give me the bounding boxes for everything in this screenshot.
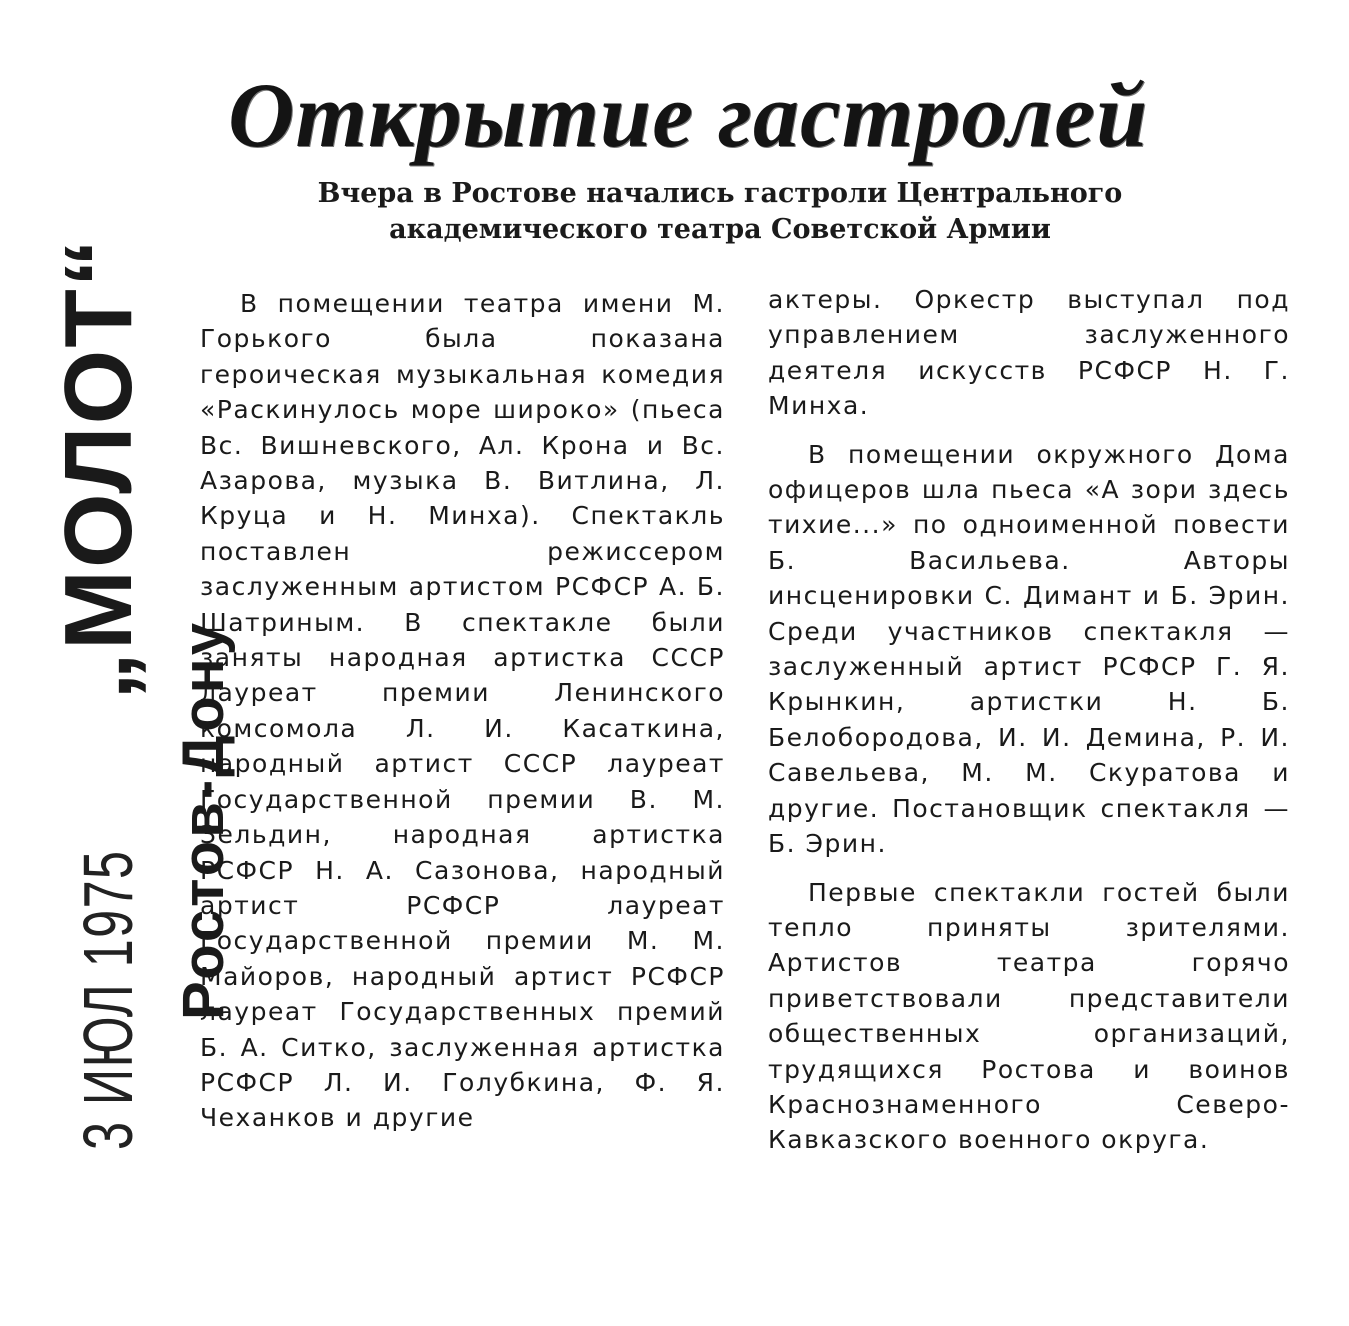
stamp-city: Ростов-Дону: [171, 620, 236, 1020]
article-column-left: [200, 286, 725, 1136]
stamp-date: 3 ИЮЛ 1975: [69, 849, 147, 1150]
article-column-right: [768, 282, 1290, 1158]
paragraph: В помещении окружного Дома офицеров шла пьеса «А зори здесь тихие...» по одноименной повести Б. Васильева. Авторы инсценировки С. Димант и Б. Эрин. Среди участников спектакля — заслуженный артист РСФСР Г. Я. Крынкин, артистки Н. Б. Белобородова, И. И. Демина, Р. И. Савельева, М. М. Скуратова и другие. Постановщик спектакля — Б. Эрин.: [768, 439, 1290, 859]
archive-stamp: [40, 237, 152, 1150]
stamp-newspaper-name: „МОЛОТ“: [45, 237, 152, 700]
paragraph: актеры. Оркестр выступал под управлением заслуженного деятеля искусств РСФСР Н. Г. Минха.: [768, 285, 1290, 421]
article-subheadline: Вчера в Ростове начались гастроли Центрального академического театра Советской Армии: [317, 178, 1123, 245]
article-headline: Открытие гастролей: [228, 64, 1149, 166]
paragraph: В помещении театра имени М. Горького была показана героическая музыкальная комедия «Раскинулось море широко» (пьеса Вс. Вишневского, Ал. Крона и Вс. Азарова, музыка В. Витлина, Л. Круца и Н. Минха). Спектакль поставлен режиссером заслуженным артистом РСФСР А. Б. Шатриным. В спектакле были заняты народная артистка СССР лауреат премии Ленинского комсомола Л. И. Касаткина, народный артист СССР лауреат Государственной премии В. М. Зельдин, народная артистка РСФСР Н. А. Сазонова, народный артист РСФСР лауреат Государственной премии М. М. Майоров, народный артист РСФСР лауреат Государственных премий Б. А. Ситко, заслуженная артистка РСФСР Л. И. Голубкина, Ф. Я. Чеханков и другие: [200, 289, 725, 1133]
paragraph: Первые спектакли гостей были тепло приняты зрителями. Артистов театра горячо приветствовали представители общественных организаций, трудящихся Ростова и воинов Краснознаменного Северо-Кавказского военного округа.: [768, 877, 1290, 1155]
